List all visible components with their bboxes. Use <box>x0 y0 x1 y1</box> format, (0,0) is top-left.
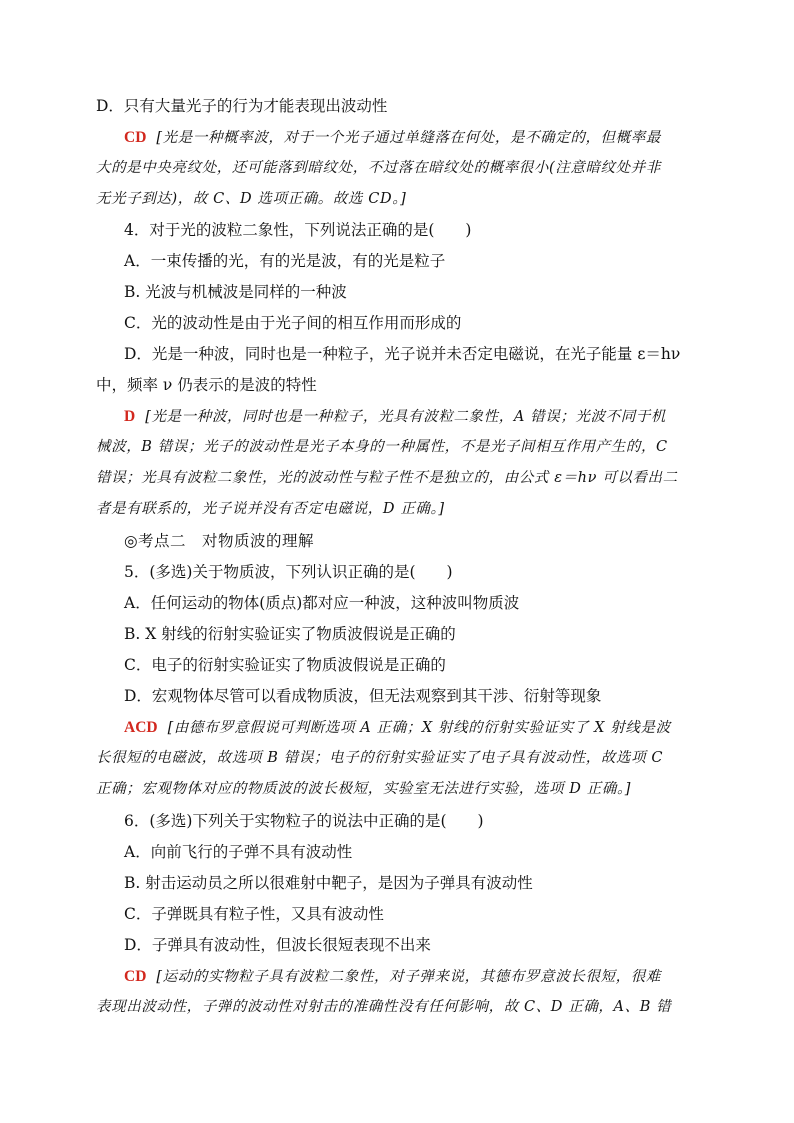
q4-option-d: D．光是一种波，同时也是一种粒子，光子说并未否定电磁说，在光子能量 ε＝hν <box>124 345 681 363</box>
q4-explanation-line: 错误；光具有波粒二象性，光的波动性与粒子性不是独立的，由公式 ε＝hν 可以看出二 <box>96 470 678 486</box>
q5-explanation-line: 正确；宏观物体对应的物质波的波长极短，实验室无法进行实验，选项 D 正确。] <box>96 781 632 797</box>
section-heading: ◎考点二 对物质波的理解 <box>124 532 315 550</box>
q3-option-d: D．只有大量光子的行为才能表现出波动性 <box>96 97 388 115</box>
q6-option-d: D．子弹具有波动性，但波长很短表现不出来 <box>124 936 431 954</box>
q5-answer-line <box>124 716 671 739</box>
q3-explanation-line: 大的是中央亮纹处，还可能落到暗纹处，不过落在暗纹处的概率很小(注意暗纹处并非 <box>96 160 661 176</box>
q5-option-b: B. X 射线的衍射实验证实了物质波假说是正确的 <box>124 625 456 643</box>
q4-option-a: A．一束传播的光，有的光是波，有的光是粒子 <box>124 252 446 270</box>
q6-answer-line <box>124 965 661 988</box>
q5-answer: ACD <box>124 719 158 736</box>
q6-option-c: C．子弹既具有粒子性，又具有波动性 <box>124 905 384 923</box>
q4-option-c: C．光的波动性是由于光子间的相互作用而形成的 <box>124 314 462 332</box>
q6-explanation-line: [运动的实物粒子具有波粒二象性，对子弹来说，其德布罗意波长很短，很难 <box>156 969 661 985</box>
q3-answer: CD <box>124 129 147 146</box>
q4-explanation-line: [光是一种波，同时也是一种粒子，光具有波粒二象性，A 错误；光波不同于机 <box>145 409 667 425</box>
q6-answer: CD <box>124 968 147 985</box>
q5-explanation-line: 长很短的电磁波，故选项 B 错误；电子的衍射实验证实了电子具有波动性，故选项 C <box>96 750 664 766</box>
q4-explanation-line: 械波，B 错误；光子的波动性是光子本身的一种属性，不是光子间相互作用产生的，C <box>96 439 668 455</box>
q4-option-d-continued: 中，频率 ν 仍表示的是波的特性 <box>96 376 317 394</box>
q5-option-a: A．任何运动的物体(质点)都对应一种波，这种波叫物质波 <box>124 594 520 612</box>
q3-explanation-line: [光是一种概率波，对于一个光子通过单缝落在何处，是不确定的，但概率最 <box>156 130 661 146</box>
q6-stem: 6．(多选)下列关于实物粒子的说法中正确的是( ) <box>124 812 484 830</box>
q4-explanation-line: 者是有联系的，光子说并没有否定电磁说，D 正确。] <box>96 501 445 517</box>
q4-stem: 4．对于光的波粒二象性，下列说法正确的是( ) <box>124 221 472 239</box>
q4-answer: D <box>124 408 136 425</box>
q6-option-b: B. 射击运动员之所以很难射中靶子，是因为子弹具有波动性 <box>124 874 533 892</box>
q3-explanation-line: 无光子到达)，故 C、D 选项正确。故选 CD。] <box>96 191 407 207</box>
q6-explanation-line: 表现出波动性，子弹的波动性对射击的准确性没有任何影响，故 C、D 正确，A、B 错 <box>96 999 672 1015</box>
q5-stem: 5．(多选)关于物质波，下列认识正确的是( ) <box>124 563 453 581</box>
q5-explanation-line: [由德布罗意假说可判断选项 A 正确；X 射线的衍射实验证实了 X 射线是波 <box>167 720 671 736</box>
q3-answer-line <box>124 126 661 149</box>
q4-answer-line <box>124 405 666 428</box>
q5-option-d: D．宏观物体尽管可以看成物质波，但无法观察到其干涉、衍射等现象 <box>124 687 602 705</box>
q6-option-a: A．向前飞行的子弹不具有波动性 <box>124 843 353 861</box>
q5-option-c: C．电子的衍射实验证实了物质波假说是正确的 <box>124 656 446 674</box>
q4-option-b: B. 光波与机械波是同样的一种波 <box>124 283 347 301</box>
